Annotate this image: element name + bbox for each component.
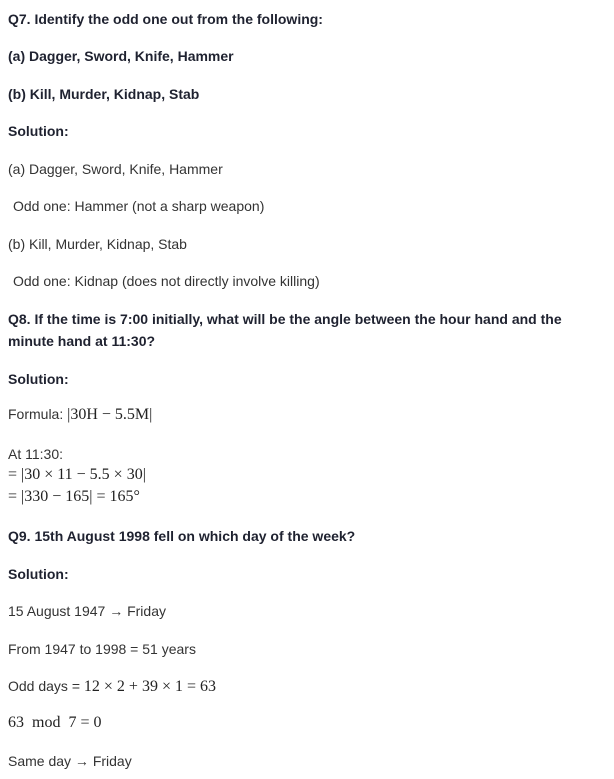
q7-question: Q7. Identify the odd one out from the following: bbox=[8, 11, 323, 27]
q7-odd-a: Odd one: Hammer (not a sharp weapon) bbox=[13, 198, 265, 214]
q9-odd-days-label: Odd days = bbox=[8, 678, 80, 694]
q7-part-b: (b) Kill, Murder, Kidnap, Stab bbox=[8, 86, 200, 102]
q8-solution-label: Solution: bbox=[8, 371, 69, 387]
q8-step2: = |330 − 165| = 165° bbox=[8, 488, 140, 505]
q9-solution-label: Solution: bbox=[8, 566, 69, 582]
q9-line1: 15 August 1947 → Friday bbox=[8, 603, 166, 619]
q7-solution-b: (b) Kill, Murder, Kidnap, Stab bbox=[8, 236, 187, 252]
q9-mod-expr: 63 mod 7 = 0 bbox=[8, 714, 102, 731]
q8-formula-row bbox=[8, 404, 152, 425]
q9-line2: From 1947 to 1998 = 51 years bbox=[8, 641, 196, 657]
q8-formula-label: Formula: bbox=[8, 406, 64, 422]
q9-line-last: Same day → Friday bbox=[8, 753, 132, 769]
q9-question: Q9. 15th August 1998 fell on which day of the week? bbox=[8, 528, 356, 544]
q8-formula: |30H − 5.5M| bbox=[67, 406, 153, 423]
q8-at-label: At 11:30: bbox=[8, 446, 64, 462]
q8-question: Q8. If the time is 7:00 initially, what will be the angle between the hour hand and the minute hand at 11:30? bbox=[8, 311, 562, 349]
q9-odd-days-row bbox=[8, 676, 216, 697]
q7-part-a: (a) Dagger, Sword, Knife, Hammer bbox=[8, 48, 234, 64]
q8-step1: = |30 × 11 − 5.5 × 30| bbox=[8, 466, 146, 483]
q7-solution-a: (a) Dagger, Sword, Knife, Hammer bbox=[8, 161, 223, 177]
q9-odd-days-expr: 12 × 2 + 39 × 1 = 63 bbox=[83, 678, 216, 695]
q7-solution-label: Solution: bbox=[8, 123, 69, 139]
q7-odd-b: Odd one: Kidnap (does not directly involve killing) bbox=[13, 273, 320, 289]
